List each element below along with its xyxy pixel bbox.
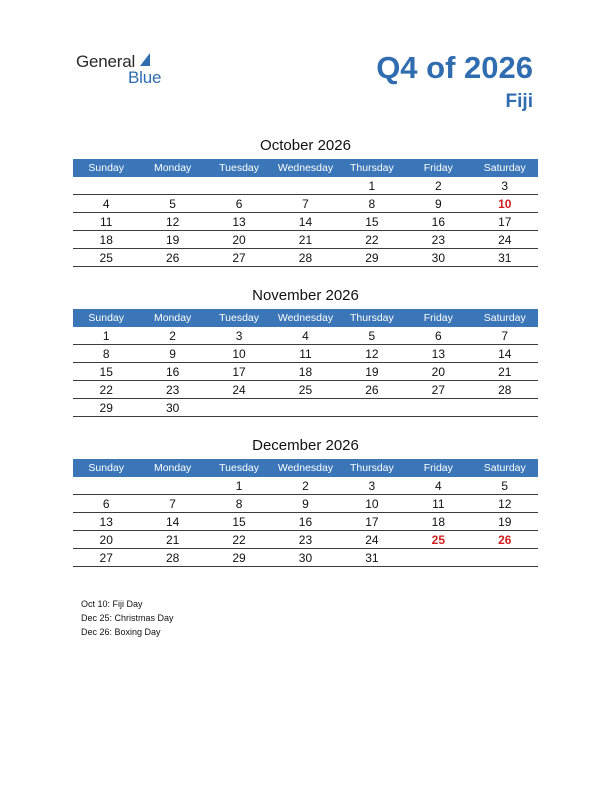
day-cell: 1 (73, 327, 139, 345)
weekday-header: Wednesday (272, 159, 338, 177)
day-cell: 23 (405, 231, 471, 249)
holiday-item: Dec 26: Boxing Day (81, 627, 161, 637)
day-cell: 4 (272, 327, 338, 345)
day-cell: 20 (405, 363, 471, 381)
day-cell: 17 (339, 513, 405, 531)
weekday-header: Sunday (73, 459, 139, 477)
day-cell: 19 (139, 231, 205, 249)
day-cell: 25 (272, 381, 338, 399)
week-row (73, 549, 538, 567)
day-cell: 29 (339, 249, 405, 267)
day-cell: 12 (339, 345, 405, 363)
day-cell: 25 (73, 249, 139, 267)
day-cell: 18 (272, 363, 338, 381)
day-cell: 5 (472, 477, 538, 495)
day-cell: 23 (272, 531, 338, 549)
empty-day-cell (139, 177, 205, 195)
week-row (73, 327, 538, 345)
weekday-header-row (73, 309, 538, 327)
holiday-list (81, 597, 174, 639)
day-cell: 14 (472, 345, 538, 363)
day-cell: 24 (206, 381, 272, 399)
week-row (73, 213, 538, 231)
empty-day-cell (73, 477, 139, 495)
weekday-header: Tuesday (206, 309, 272, 327)
day-cell: 26 (339, 381, 405, 399)
page-title: Q4 of 2026 (376, 50, 533, 85)
week-row (73, 345, 538, 363)
weekday-header: Thursday (339, 309, 405, 327)
day-cell: 9 (405, 195, 471, 213)
day-cell: 4 (73, 195, 139, 213)
day-cell: 8 (73, 345, 139, 363)
day-cell: 21 (272, 231, 338, 249)
day-cell: 16 (272, 513, 338, 531)
day-cell: 28 (139, 549, 205, 567)
month-october (73, 137, 538, 267)
week-row (73, 249, 538, 267)
day-cell: 27 (206, 249, 272, 267)
weekday-header: Wednesday (272, 309, 338, 327)
day-cell: 14 (272, 213, 338, 231)
weekday-header: Sunday (73, 159, 139, 177)
week-row (73, 381, 538, 399)
weekday-header-row (73, 159, 538, 177)
day-cell: 24 (472, 231, 538, 249)
week-row (73, 531, 538, 549)
week-row (73, 495, 538, 513)
day-cell: 29 (206, 549, 272, 567)
day-cell: 22 (339, 231, 405, 249)
day-cell: 20 (206, 231, 272, 249)
day-cell: 20 (73, 531, 139, 549)
day-cell: 3 (472, 177, 538, 195)
day-cell: 10 (339, 495, 405, 513)
day-cell: 25 (405, 531, 471, 549)
month-calendar (73, 159, 538, 267)
week-row (73, 513, 538, 531)
month-november (73, 287, 538, 417)
weekday-header: Thursday (339, 159, 405, 177)
day-cell: 16 (139, 363, 205, 381)
day-cell: 7 (139, 495, 205, 513)
day-cell: 11 (272, 345, 338, 363)
day-cell: 30 (272, 549, 338, 567)
day-cell: 15 (206, 513, 272, 531)
empty-day-cell (139, 477, 205, 495)
day-cell: 19 (339, 363, 405, 381)
country-name: Fiji (505, 91, 533, 112)
day-cell: 14 (139, 513, 205, 531)
day-cell: 31 (339, 549, 405, 567)
weekday-header: Wednesday (272, 459, 338, 477)
month-december (73, 437, 538, 567)
holiday-item: Dec 25: Christmas Day (81, 613, 174, 623)
empty-day-cell (472, 549, 538, 567)
weekday-header: Monday (139, 159, 205, 177)
day-cell: 5 (139, 195, 205, 213)
day-cell: 21 (472, 363, 538, 381)
day-cell: 23 (139, 381, 205, 399)
day-cell: 16 (405, 213, 471, 231)
empty-day-cell (405, 549, 471, 567)
weekday-header: Tuesday (206, 159, 272, 177)
day-cell: 9 (139, 345, 205, 363)
empty-day-cell (405, 399, 471, 417)
month-calendar (73, 459, 538, 567)
day-cell: 9 (272, 495, 338, 513)
day-cell: 28 (472, 381, 538, 399)
day-cell: 6 (405, 327, 471, 345)
weekday-header: Saturday (472, 309, 538, 327)
day-cell: 13 (206, 213, 272, 231)
weekday-header: Friday (405, 159, 471, 177)
day-cell: 26 (139, 249, 205, 267)
day-cell: 5 (339, 327, 405, 345)
day-cell: 4 (405, 477, 471, 495)
empty-day-cell (206, 177, 272, 195)
empty-day-cell (272, 399, 338, 417)
day-cell: 6 (73, 495, 139, 513)
day-cell: 11 (73, 213, 139, 231)
empty-day-cell (339, 399, 405, 417)
day-cell: 29 (73, 399, 139, 417)
day-cell: 24 (339, 531, 405, 549)
weekday-header: Monday (139, 309, 205, 327)
brand-flag-icon (140, 53, 150, 66)
day-cell: 12 (139, 213, 205, 231)
month-title: November 2026 (252, 287, 359, 304)
empty-day-cell (73, 177, 139, 195)
day-cell: 13 (405, 345, 471, 363)
week-row (73, 399, 538, 417)
week-row (73, 363, 538, 381)
weekday-header: Tuesday (206, 459, 272, 477)
day-cell: 8 (339, 195, 405, 213)
day-cell: 1 (206, 477, 272, 495)
empty-day-cell (272, 177, 338, 195)
weekday-header: Friday (405, 459, 471, 477)
day-cell: 7 (472, 327, 538, 345)
empty-day-cell (472, 399, 538, 417)
day-cell: 15 (73, 363, 139, 381)
day-cell: 10 (206, 345, 272, 363)
brand-name-general: General (76, 52, 136, 71)
weekday-header: Thursday (339, 459, 405, 477)
brand-logo (76, 52, 176, 88)
brand-name-blue: Blue (128, 68, 162, 87)
month-calendar (73, 309, 538, 417)
holiday-item: Oct 10: Fiji Day (81, 599, 143, 609)
week-row (73, 477, 538, 495)
weekday-header: Monday (139, 459, 205, 477)
day-cell: 2 (272, 477, 338, 495)
day-cell: 22 (206, 531, 272, 549)
day-cell: 6 (206, 195, 272, 213)
day-cell: 10 (472, 195, 538, 213)
day-cell: 18 (405, 513, 471, 531)
week-row (73, 231, 538, 249)
weekday-header-row (73, 459, 538, 477)
day-cell: 11 (405, 495, 471, 513)
day-cell: 31 (472, 249, 538, 267)
day-cell: 21 (139, 531, 205, 549)
month-title: December 2026 (252, 437, 359, 454)
day-cell: 19 (472, 513, 538, 531)
day-cell: 1 (339, 177, 405, 195)
day-cell: 27 (73, 549, 139, 567)
day-cell: 17 (206, 363, 272, 381)
day-cell: 2 (405, 177, 471, 195)
empty-day-cell (206, 399, 272, 417)
day-cell: 26 (472, 531, 538, 549)
weekday-header: Saturday (472, 159, 538, 177)
day-cell: 28 (272, 249, 338, 267)
day-cell: 27 (405, 381, 471, 399)
day-cell: 30 (139, 399, 205, 417)
day-cell: 8 (206, 495, 272, 513)
day-cell: 17 (472, 213, 538, 231)
weekday-header: Friday (405, 309, 471, 327)
month-title: October 2026 (260, 137, 351, 154)
day-cell: 3 (206, 327, 272, 345)
day-cell: 12 (472, 495, 538, 513)
weekday-header: Saturday (472, 459, 538, 477)
day-cell: 3 (339, 477, 405, 495)
day-cell: 30 (405, 249, 471, 267)
day-cell: 2 (139, 327, 205, 345)
day-cell: 15 (339, 213, 405, 231)
week-row (73, 195, 538, 213)
day-cell: 22 (73, 381, 139, 399)
day-cell: 13 (73, 513, 139, 531)
week-row (73, 177, 538, 195)
day-cell: 7 (272, 195, 338, 213)
day-cell: 18 (73, 231, 139, 249)
weekday-header: Sunday (73, 309, 139, 327)
